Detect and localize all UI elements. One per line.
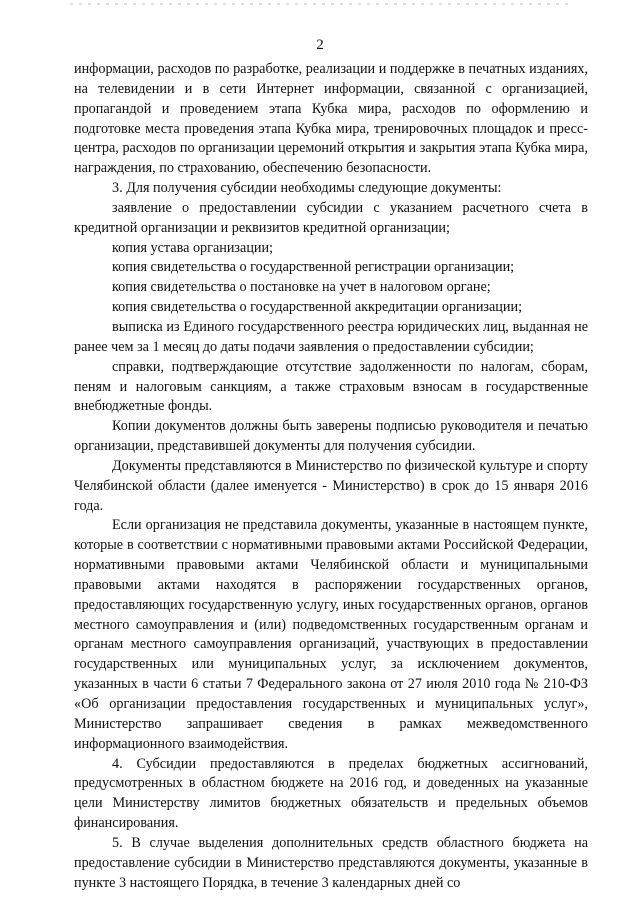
paragraph: копия свидетельства о государственной аккредитации организации; xyxy=(112,299,523,316)
paragraph: Если организация не представила документы, указанные в настоящем пункте, которые в соответствии с нормативными правовыми актами Российской Федерации, нормативными правовыми актами Челябинской области и муниципальными правовыми актами находятся в распоряжении государственных органов, предоставляющих государственную услугу, иных государственных органов, органов местного самоуправления и (или) подведомственных государственным органам и органам местного самоуправления организаций, участвующих в предоставлении государственных или муниципальных услуг, за исключением документов, указанных в части 6 статьи 7 Федерального закона от 27 июля 2010 года № 210-ФЗ «Об организации предоставления государственных и муниципальных услуг», Министерство запрашивает сведения в рамках межведомственного информационного взаимодействия. xyxy=(74,517,588,752)
paragraph: копия свидетельства о государственной регистрации организации; xyxy=(112,259,515,276)
paragraph: справки, подтверждающие отсутствие задолженности по налогам, сборам, пеням и налоговым санкциям, а также страховым взносам в государственные внебюджетные фонды. xyxy=(74,358,588,415)
paragraph: информации, расходов по разработке, реализации и поддержке в печатных изданиях, на телевидении и в сети Интернет информации, связанной с организацией, пропагандой и проведением этапа Кубка мира, расходов по оформлению и подготовке места проведения этапа Кубка мира, тренировочных площадок и пресс-центра, расходов по организации церемоний открытия и закрытия этапа Кубка мира, награждения, по страхованию, обеспечению безопасности. xyxy=(74,61,588,177)
scan-artifact xyxy=(70,3,570,5)
document-body xyxy=(74,60,588,893)
paragraph: 4. Субсидии предоставляются в пределах бюджетных ассигнований, предусмотренных в областном бюджете на 2016 год, и доведенных на указанные цели Министерству лимитов бюджетных обязательств и предельных объемов финансирования. xyxy=(74,755,588,832)
paragraph: 3. Для получения субсидии необходимы следующие документы: xyxy=(112,180,502,197)
paragraph: выписка из Единого государственного реестра юридических лиц, выданная не ранее чем за 1 месяц до даты подачи заявления о предоставлении субсидии; xyxy=(74,318,588,355)
paragraph: Копии документов должны быть заверены подписью руководителя и печатью организации, представившей документы для получения субсидии. xyxy=(74,418,588,455)
paragraph: Документы представляются в Министерство по физической культуре и спорту Челябинской области (далее именуется - Министерство) в срок до 15 января 2016 года. xyxy=(74,457,588,514)
page-number: 2 xyxy=(316,37,324,53)
paragraph: заявление о предоставлении субсидии с указанием расчетного счета в кредитной организации и реквизитов кредитной организации; xyxy=(74,199,588,236)
paragraph: копия устава организации; xyxy=(112,239,274,256)
paragraph: 5. В случае выделения дополнительных средств областного бюджета на предоставление субсидии в Министерство представляются документы, указанные в пункте 3 настоящего Порядка, в течение 3 календарных дней со xyxy=(74,834,588,891)
paragraph: копия свидетельства о постановке на учет в налоговом органе; xyxy=(112,279,491,296)
